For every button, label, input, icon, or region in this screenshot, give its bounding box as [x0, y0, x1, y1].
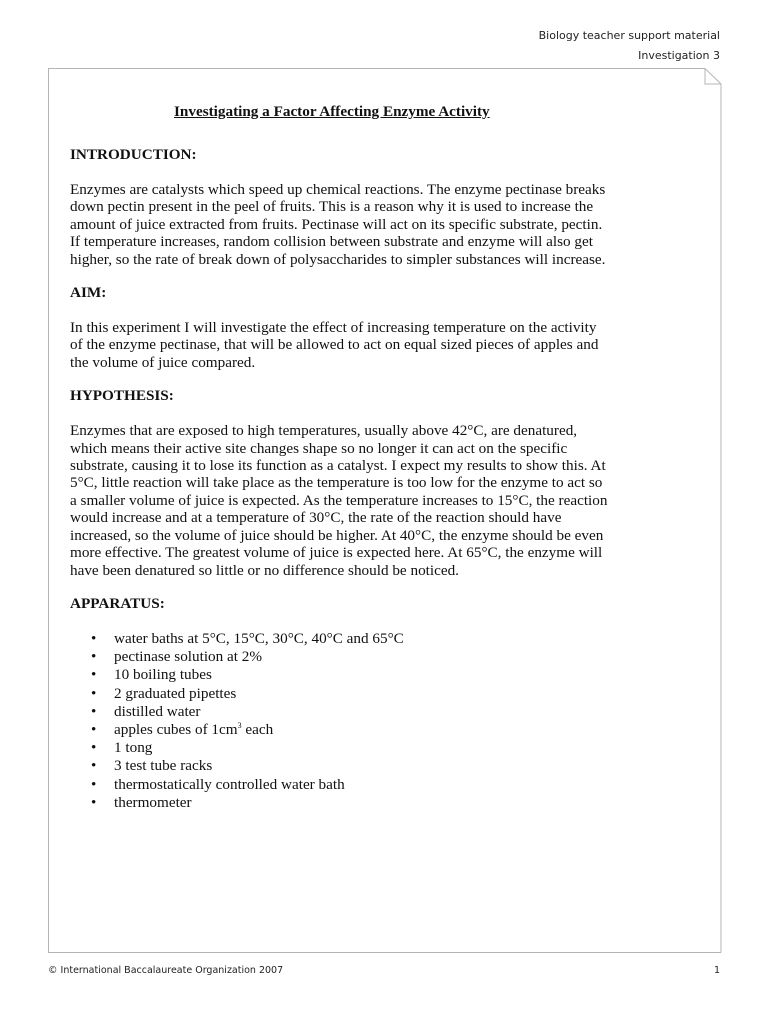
apparatus-item: 10 boiling tubes	[114, 666, 212, 684]
page-frame	[48, 68, 721, 953]
page-header	[539, 26, 720, 66]
document-body	[70, 102, 610, 812]
introduction-heading: INTRODUCTION:	[70, 146, 197, 163]
cubic-superscript: 3	[237, 720, 242, 730]
bullet-icon: •	[91, 702, 97, 720]
bullet-icon: •	[91, 775, 97, 793]
apparatus-list	[70, 630, 610, 812]
header-subject: Biology teacher support material	[538, 29, 720, 42]
apparatus-item: 1 tong	[114, 739, 153, 757]
list-item	[70, 721, 610, 739]
apparatus-item: thermostatically controlled water bath	[114, 775, 345, 793]
bullet-icon: •	[91, 666, 97, 684]
bullet-icon: •	[91, 648, 97, 666]
hypothesis-paragraph: Enzymes that are exposed to high temperatures, usually above 42°C, are denatured, which means their active site changes shape so no longer it can act on the specific substrate, causing it to lose its function as a catalyst. I expect my results to show this. At 5°C, little reaction will take place as the temperature is too low for the enzyme to act so a smaller volume of juice is expected. As the temperature increases to 15°C, the reaction would increase and at a temperature of 30°C, the rate of the reaction should have increased, so the volume of juice should be higher. At 40°C, the enzyme should be even more effective. The greatest volume of juice is expected here. At 65°C, the enzyme will have been denatured so little or no difference should be noticed.	[70, 422, 608, 579]
list-item	[70, 685, 610, 703]
list-item	[70, 630, 610, 648]
apparatus-item: pectinase solution at 2%	[114, 648, 263, 666]
aim-paragraph: In this experiment I will investigate the effect of increasing temperature on the activity of the enzyme pectinase, that will be allowed to act on equal sized pieces of apples and the volume of juice compared.	[70, 319, 599, 371]
bullet-icon: •	[91, 793, 97, 811]
bullet-icon: •	[91, 739, 97, 757]
bullet-icon: •	[91, 720, 97, 738]
list-item	[70, 703, 610, 721]
apparatus-item: 3 test tube racks	[114, 757, 213, 775]
aim-heading: AIM:	[70, 284, 107, 302]
list-item	[70, 776, 610, 794]
document-title: Investigating a Factor Affecting Enzyme Activity	[174, 103, 490, 120]
footer-copyright: © International Baccalaureate Organization 2007	[48, 965, 284, 976]
apparatus-item: apples cubes of 1cm	[114, 720, 238, 738]
introduction-paragraph: Enzymes are catalysts which speed up chemical reactions. The enzyme pectinase breaks down pectin present in the peel of fruits. This is a reason why it is used to increase the amount of juice extracted from fruits. Pectinase will act on its specific substrate, pectin. If temperature increases, random collision between substrate and enzyme will also get higher, so the rate of break down of polysaccharides to simpler substances will increase.	[70, 181, 606, 268]
hypothesis-heading: HYPOTHESIS:	[70, 387, 174, 405]
apparatus-heading: APPARATUS:	[70, 594, 165, 612]
page-number: 1	[713, 965, 720, 976]
header-investigation: Investigation 3	[638, 49, 720, 62]
list-item	[70, 757, 610, 775]
bullet-icon: •	[91, 684, 97, 702]
apparatus-item: distilled water	[114, 702, 201, 720]
apparatus-item: 2 graduated pipettes	[114, 684, 237, 702]
apparatus-item: thermometer	[114, 793, 192, 811]
list-item	[70, 794, 610, 812]
apparatus-item: water baths at 5°C, 15°C, 30°C, 40°C and 65°C	[114, 629, 404, 647]
list-item	[70, 666, 610, 684]
bullet-icon: •	[91, 757, 97, 775]
apparatus-item-suffix: each	[241, 720, 274, 738]
list-item	[70, 648, 610, 666]
bullet-icon: •	[91, 629, 97, 647]
list-item	[70, 739, 610, 757]
